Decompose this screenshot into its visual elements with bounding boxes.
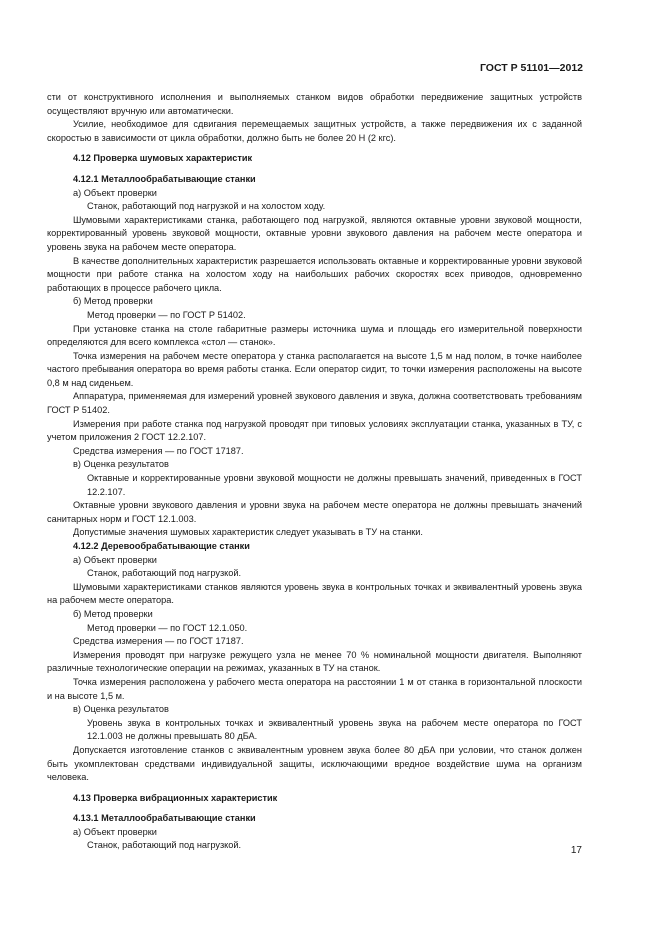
- paragraph: Точка измерения расположена у рабочего места оператора на расстоянии 1 м от станка в горизонтальной плоскости и на высоте 1,5 м.: [47, 676, 582, 701]
- paragraph: Средства измерения — по ГОСТ 17187.: [73, 636, 244, 647]
- paragraph: б) Метод проверки: [73, 296, 153, 307]
- section-heading: 4.13.1 Металлообрабатывающие станки: [73, 813, 256, 824]
- paragraph: Допускается изготовление станков с эквивалентным уровнем звука более 80 дБА при условии, что станок должен быть укомплектован средствами индивидуальной защиты, исключающими вредное воздействие шума на организм человека.: [47, 744, 582, 783]
- paragraph: в) Оценка результатов: [73, 704, 169, 715]
- paragraph: При установке станка на столе габаритные размеры источника шума и площадь его измерительной поверхности определяются для всего комплекса «стол — станок».: [47, 323, 582, 348]
- paragraph-indented: Станок, работающий под нагрузкой.: [87, 568, 242, 579]
- paragraph: а) Объект проверки: [73, 187, 157, 198]
- paragraph: Допустимые значения шумовых характеристик следует указывать в ТУ на станки.: [73, 527, 423, 538]
- paragraph: Точка измерения на рабочем месте оператора у станка располагается на высоте 1,5 м над полом, в точке наиболее частого пребывания оператора во время работы станка. Если оператор сидит, то точки измерения расположены на высоте 0,8 м над сиденьем.: [47, 350, 582, 388]
- paragraph: в) Оценка результатов: [73, 459, 169, 470]
- paragraph: б) Метод проверки: [73, 608, 153, 619]
- paragraph-indented: Октавные и корректированные уровни звуковой мощности не должны превышать значений, приведенных в ГОСТ 12.2.107.: [87, 473, 582, 497]
- paragraph: Измерения проводят при нагрузке режущего узла не менее 70 % номинальной мощности двигателя. Выполняют различные технологические операции на режимах, указанных в ТУ на станок.: [47, 649, 582, 674]
- section-heading: 4.12.2 Деревообрабатывающие станки: [73, 541, 250, 551]
- document-body: [47, 91, 582, 853]
- page-number: 17: [570, 845, 582, 856]
- paragraph-indented: Метод проверки — по ГОСТ 12.1.050.: [87, 622, 248, 633]
- section-heading: 4.12 Проверка шумовых характеристик: [73, 153, 253, 164]
- paragraph: Усилие, необходимое для сдвигания перемещаемых защитных устройств, а также передвижения их с заданной скоростью в зависимости от цикла обработки, должно быть не более 20 Н (2 кгс).: [47, 119, 582, 143]
- paragraph: Средства измерения — по ГОСТ 17187.: [73, 445, 244, 456]
- paragraph: Шумовыми характеристиками станка, работающего под нагрузкой, являются октавные уровни звуковой мощности, корректированный уровень звуковой мощности, октавные уровни звукового давления на рабочем месте оператора и уровень звука на рабочем месте оператора.: [47, 214, 582, 252]
- paragraph: а) Объект проверки: [73, 826, 157, 837]
- paragraph: Измерения при работе станка под нагрузкой проводят при типовых условиях эксплуатации станка, указанных в ТУ, с учетом приложения 2 ГОСТ 12.2.107.: [47, 418, 582, 443]
- paragraph: а) Объект проверки: [73, 554, 157, 565]
- paragraph-indented: Уровень звука в контрольных точках и эквивалентный уровень звука на рабочем месте оператора по ГОСТ 12.1.003 не должны превышать 80 дБА.: [87, 717, 582, 742]
- paragraph: Аппаратура, применяемая для измерений уровней звукового давления и звука, должна соответствовать требованиям ГОСТ Р 51402.: [47, 391, 582, 416]
- paragraph: сти от конструктивного исполнения и выполняемых станком видов обработки передвижение защитных устройств осуществляют вручную или автоматически.: [47, 92, 582, 116]
- paragraph: Шумовыми характеристиками станков являются уровень звука в контрольных точках и эквивалентный уровень звука на рабочем месте оператора.: [47, 581, 582, 606]
- paragraph-indented: Метод проверки — по ГОСТ Р 51402.: [87, 309, 246, 320]
- page-header-standard: ГОСТ Р 51101—2012: [479, 62, 583, 74]
- section-heading: 4.12.1 Металлообрабатывающие станки: [73, 173, 256, 184]
- paragraph-indented: Станок, работающий под нагрузкой.: [87, 840, 242, 851]
- paragraph-indented: Станок, работающий под нагрузкой и на холостом ходу.: [87, 201, 326, 212]
- section-heading: 4.13 Проверка вибрационных характеристик: [73, 792, 278, 803]
- paragraph: Октавные уровни звукового давления и уровни звука на рабочем месте оператора не должны превышать значений санитарных норм и ГОСТ 12.1.003.: [47, 500, 582, 524]
- paragraph: В качестве дополнительных характеристик разрешается использовать октавные и корректированные уровни звуковой мощности при работе станка на холостом ходу на наибольших рабочих скоростях всех приводов, одновременно работающих в процессе рабочего цикла.: [47, 255, 582, 293]
